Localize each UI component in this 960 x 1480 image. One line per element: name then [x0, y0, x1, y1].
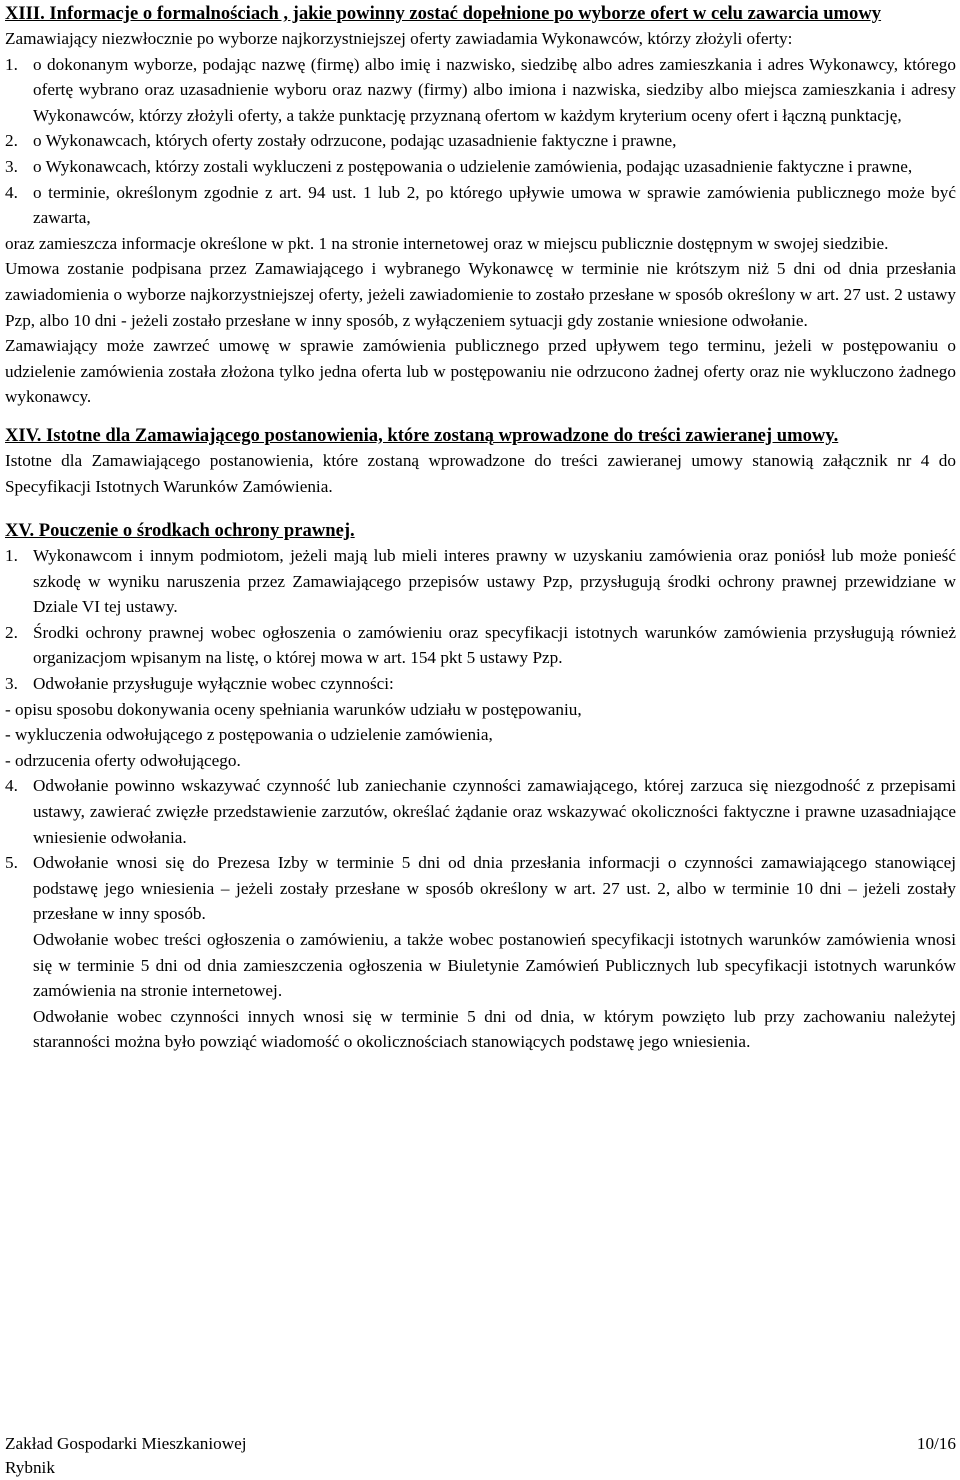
section-13-paragraph: Umowa zostanie podpisana przez Zamawiającego i wybranego Wykonawcę w terminie nie krótszym niż 5 dni od dnia przesłania zawiadomienia o wyborze najkorzystniejszej oferty, jeżeli zawiadomienie to zostało przesłane w sposób określony w art. 27 ust. 2 ustawy Pzp, albo 10 dni - jeżeli zostało przesłane w inny sposób, z wyłączeniem sytuacji gdy zostanie wniesione odwołanie. — [5, 259, 956, 330]
sub-list-item: - wykluczenia odwołującego z postępowania o udzielenie zamówienia, — [5, 725, 493, 745]
item-text: Odwołanie przysługuje wyłącznie wobec czynności: — [33, 674, 394, 694]
section-13-paragraph: Zamawiający może zawrzeć umowę w sprawie zamówienia publicznego przed upływem tego terminu, jeżeli w postępowaniu o udzielenie zamówienia została złożona tylko jedna oferta lub w postępowaniu nie odrzucono żadnej oferty oraz nie wykluczono żadnego wykonawcy. — [5, 336, 956, 407]
item-text: Wykonawcom i innym podmiotom, jeżeli mają lub mieli interes prawny w uzyskaniu zamówienia oraz poniósł lub może ponieść szkodę w wyniku naruszenia przez Zamawiającego przepisów ustawy Pzp, przysługują środki ochrony prawnej przewidziane w Dziale VI tej ustawy. — [33, 546, 956, 617]
item-number: 2. — [5, 622, 18, 642]
section-15-list — [5, 543, 956, 697]
item-text: o dokonanym wyborze, podając nazwę (firmę) albo imię i nazwisko, siedzibę albo adres zamieszkania i adres Wykonawcy, którego ofertę wybrano oraz uzasadnienie wyboru oraz nazwy (firmy) albo imiona i nazwiska, siedziby albo miejsca zamieszkania i adresy Wykonawców, którzy złożyli oferty, a także punktację przyznaną ofertom w każdym kryterium oceny ofert i łączną punktację, — [33, 54, 956, 125]
item-text: Odwołanie powinno wskazywać czynność lub zaniechanie czynności zamawiającego, której zarzuca się niezgodność z przepisami ustawy, zawierać zwięzłe przedstawienie zarzutów, określać żądanie oraz wskazywać okoliczności faktyczne i prawne uzasadniające wniesienie odwołania. — [33, 776, 956, 847]
item-number: 4. — [5, 182, 18, 202]
sub-list — [0, 697, 956, 774]
item-number: 2. — [5, 131, 18, 151]
item-number: 5. — [5, 853, 18, 873]
list-item — [5, 154, 956, 180]
section-14-heading: XIV. Istotne dla Zamawiającego postanowienia, które zostaną wprowadzone do treści zawieranej umowy. — [5, 424, 839, 446]
item-number: 3. — [5, 674, 18, 694]
item-text: o Wykonawcach, którzy zostali wykluczeni z postępowania o udzielenie zamówienia, podając uzasadnienie faktyczne i prawne, — [33, 156, 913, 176]
list-item — [5, 850, 956, 927]
list-item — [5, 773, 956, 850]
item-number: 1. — [5, 546, 18, 566]
page-footer — [5, 1432, 956, 1480]
sub-list-item: - odrzucenia oferty odwołującego. — [5, 750, 241, 770]
item-text: o Wykonawcach, których oferty zostały odrzucone, podając uzasadnienie faktyczne i prawne, — [33, 131, 677, 151]
footer-org-name: Zakład Gospodarki Mieszkaniowej — [5, 1434, 247, 1453]
item-number: 3. — [5, 156, 18, 176]
list-item — [5, 128, 956, 154]
list-item — [5, 52, 956, 129]
page-number: 10/16 — [916, 1434, 956, 1453]
item-text: Odwołanie wnosi się do Prezesa Izby w terminie 5 dni od dnia przesłania informacji o czynności zamawiającego stanowiącej podstawę jego wniesienia – jeżeli zostały przesłane w sposób określony w art. 27 ust. 2, albo w terminie 10 dni – jeżeli zostały przesłane w inny sposób. — [33, 853, 956, 924]
section-14-text: Istotne dla Zamawiającego postanowienia, które zostaną wprowadzone do treści zawieranej umowy stanowią załącznik nr 4 do Specyfikacji Istotnych Warunków Zamówienia. — [5, 450, 956, 496]
sub-list-item: - opisu sposobu dokonywania oceny spełniania warunków udziału w postępowaniu, — [5, 699, 582, 719]
continuation-paragraph: Odwołanie wobec czynności innych wnosi się w terminie 5 dni od dnia, w którym powzięto lub przy zachowaniu należytej staranności można było powziąć wiadomość o okolicznościach stanowiących podstawę jego wniesienia. — [33, 1006, 956, 1052]
footer-org-city: Rybnik — [5, 1458, 55, 1477]
list-item — [5, 671, 956, 697]
item-text: o terminie, określonym zgodnie z art. 94 ust. 1 lub 2, po którego upływie umowa w sprawie zamówienia publicznego może być zawarta, — [33, 182, 956, 228]
continuation-paragraph: Odwołanie wobec treści ogłoszenia o zamówieniu, a także wobec postanowień specyfikacji istotnych warunków zamówienia wnosi się w terminie 5 dni od dnia zamieszczenia ogłoszenia w Biuletynie Zamówień Publicznych lub specyfikacji istotnych warunków zamówienia na stronie internetowej. — [33, 930, 956, 1001]
footer-organization — [5, 1432, 247, 1480]
section-13-paragraph: oraz zamieszcza informacje określone w pkt. 1 na stronie internetowej oraz w miejscu publicznie dostępnym w swojej siedzibie. — [5, 233, 889, 253]
item-text: Środki ochrony prawnej wobec ogłoszenia o zamówieniu oraz specyfikacji istotnych warunków zamówienia przysługują również organizacjom wpisanym na listę, o której mowa w art. 154 pkt 5 ustawy Pzp. — [33, 622, 956, 668]
item-number: 4. — [5, 776, 18, 796]
list-item — [5, 543, 956, 620]
section-13-list — [5, 52, 956, 231]
section-13-heading: XIII. Informacje o formalnościach , jakie powinny zostać dopełnione po wyborze ofert w celu zawarcia umowy — [5, 3, 882, 24]
list-item — [5, 180, 956, 231]
item-number: 1. — [5, 54, 18, 74]
section-15-list-cont — [5, 773, 956, 927]
section-13-intro: Zamawiający niezwłocznie po wyborze najkorzystniejszej oferty zawiadamia Wykonawców, którzy złożyli oferty: — [5, 29, 793, 48]
document-page — [5, 0, 956, 1055]
section-15-heading: XV. Pouczenie o środkach ochrony prawnej. — [5, 520, 355, 542]
list-item — [5, 620, 956, 671]
